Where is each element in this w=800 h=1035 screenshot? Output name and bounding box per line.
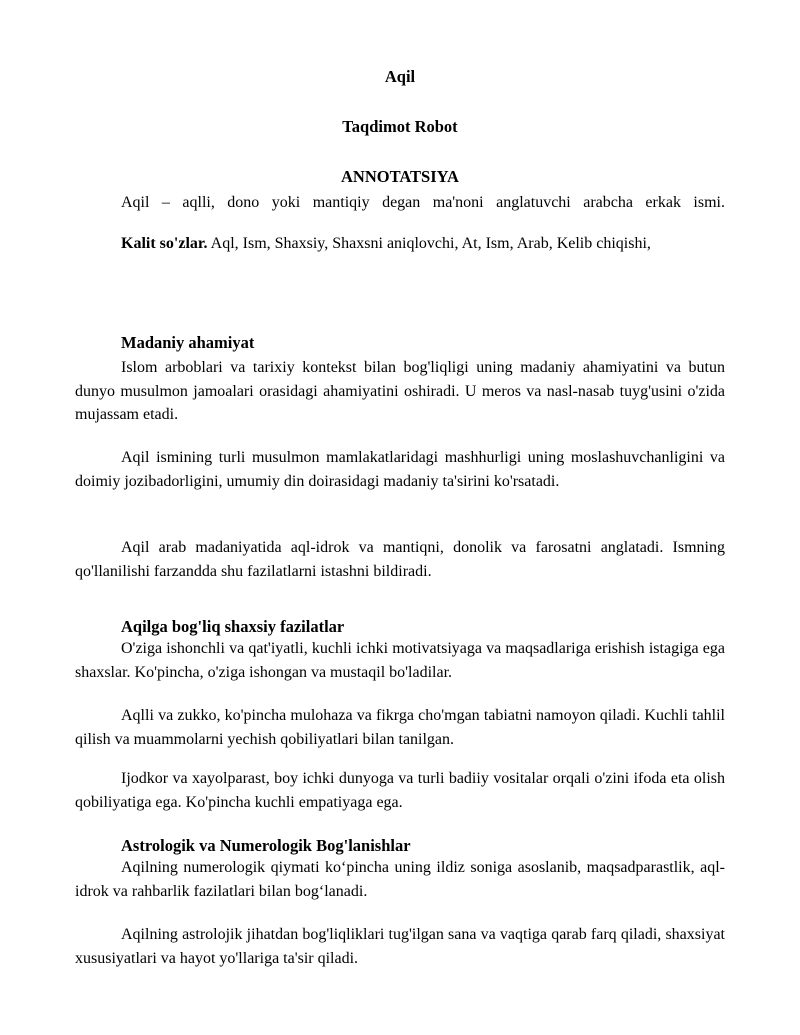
traits-paragraph-2: Aqlli va zukko, ko'pincha mulohaza va fikrga cho'mgan tabiatni namoyon qiladi. Kuchli tahlil qilish va muammolarni yechish qobiliyatlari bilan tanilgan. <box>75 707 725 748</box>
keywords-text: Aql, Ism, Shaxsiy, Shaxsni aniqlovchi, At, Ism, Arab, Kelib chiqishi, <box>207 235 651 252</box>
cultural-paragraph-2: Aqil ismining turli musulmon mamlakatlaridagi mashhurligi uning moslashuvchanligini va doimiy jozibadorligini, umumiy din doirasidagi madaniy ta'sirini ko'rsatadi. <box>75 449 725 490</box>
keywords-label: Kalit so'zlar. <box>121 235 208 252</box>
section-heading-cultural: Madaniy ahamiyat <box>121 333 255 352</box>
document-title: Aqil <box>384 67 416 86</box>
section-heading-traits: Aqilga bog'liq shaxsiy fazilatlar <box>121 617 345 636</box>
section-heading-astro: Astrologik va Numerologik Bog'lanishlar <box>121 836 411 855</box>
cultural-paragraph-1: Islom arboblari va tarixiy kontekst bilan bog'liqligi uning madaniy ahamiyatini va butun dunyo musulmon jamoalari orasidagi ahamiyatini oshiradi. U meros va nasl-nasab tuyg'usini o'zida mujassam etadi. <box>75 359 725 423</box>
astro-paragraph-1: Aqilning numerologik qiymati koʻpincha uning ildiz soniga asoslanib, maqsadparastlik, aql-idrok va rahbarlik fazilatlari bilan bogʻlanadi. <box>75 859 725 900</box>
traits-paragraph-1: O'ziga ishonchli va qat'iyatli, kuchli ichki motivatsiyaga va maqsadlariga erishish istagiga ega shaxslar. Ko'pincha, o'ziga ishongan va mustaqil bo'ladilar. <box>75 640 725 681</box>
document-subtitle: Taqdimot Robot <box>342 117 458 136</box>
traits-paragraph-3: Ijodkor va xayolparast, boy ichki dunyoga va turli badiiy vositalar orqali o'zini ifoda eta olish qobiliyatiga ega. Ko'pincha kuchli empatiyaga ega. <box>75 770 725 811</box>
cultural-paragraph-3: Aqil arab madaniyatida aql-idrok va mantiqni, donolik va farosatni anglatadi. Ismning qo'llanilishi farzandda shu fazilatlarni istashni bildiradi. <box>75 539 725 580</box>
annotation-heading: ANNOTATSIYA <box>341 167 459 186</box>
astro-paragraph-2: Aqilning astrolojik jihatdan bog'liqliklari tug'ilgan sana va vaqtiga qarab farq qiladi, shaxsiyat xususiyatlari va hayot yo'llariga ta'sir qiladi. <box>75 926 725 967</box>
annotation-text: Aqil – aqlli, dono yoki mantiqiy degan ma'noni anglatuvchi arabcha erkak ismi. <box>121 194 725 211</box>
keywords-paragraph <box>75 232 725 256</box>
